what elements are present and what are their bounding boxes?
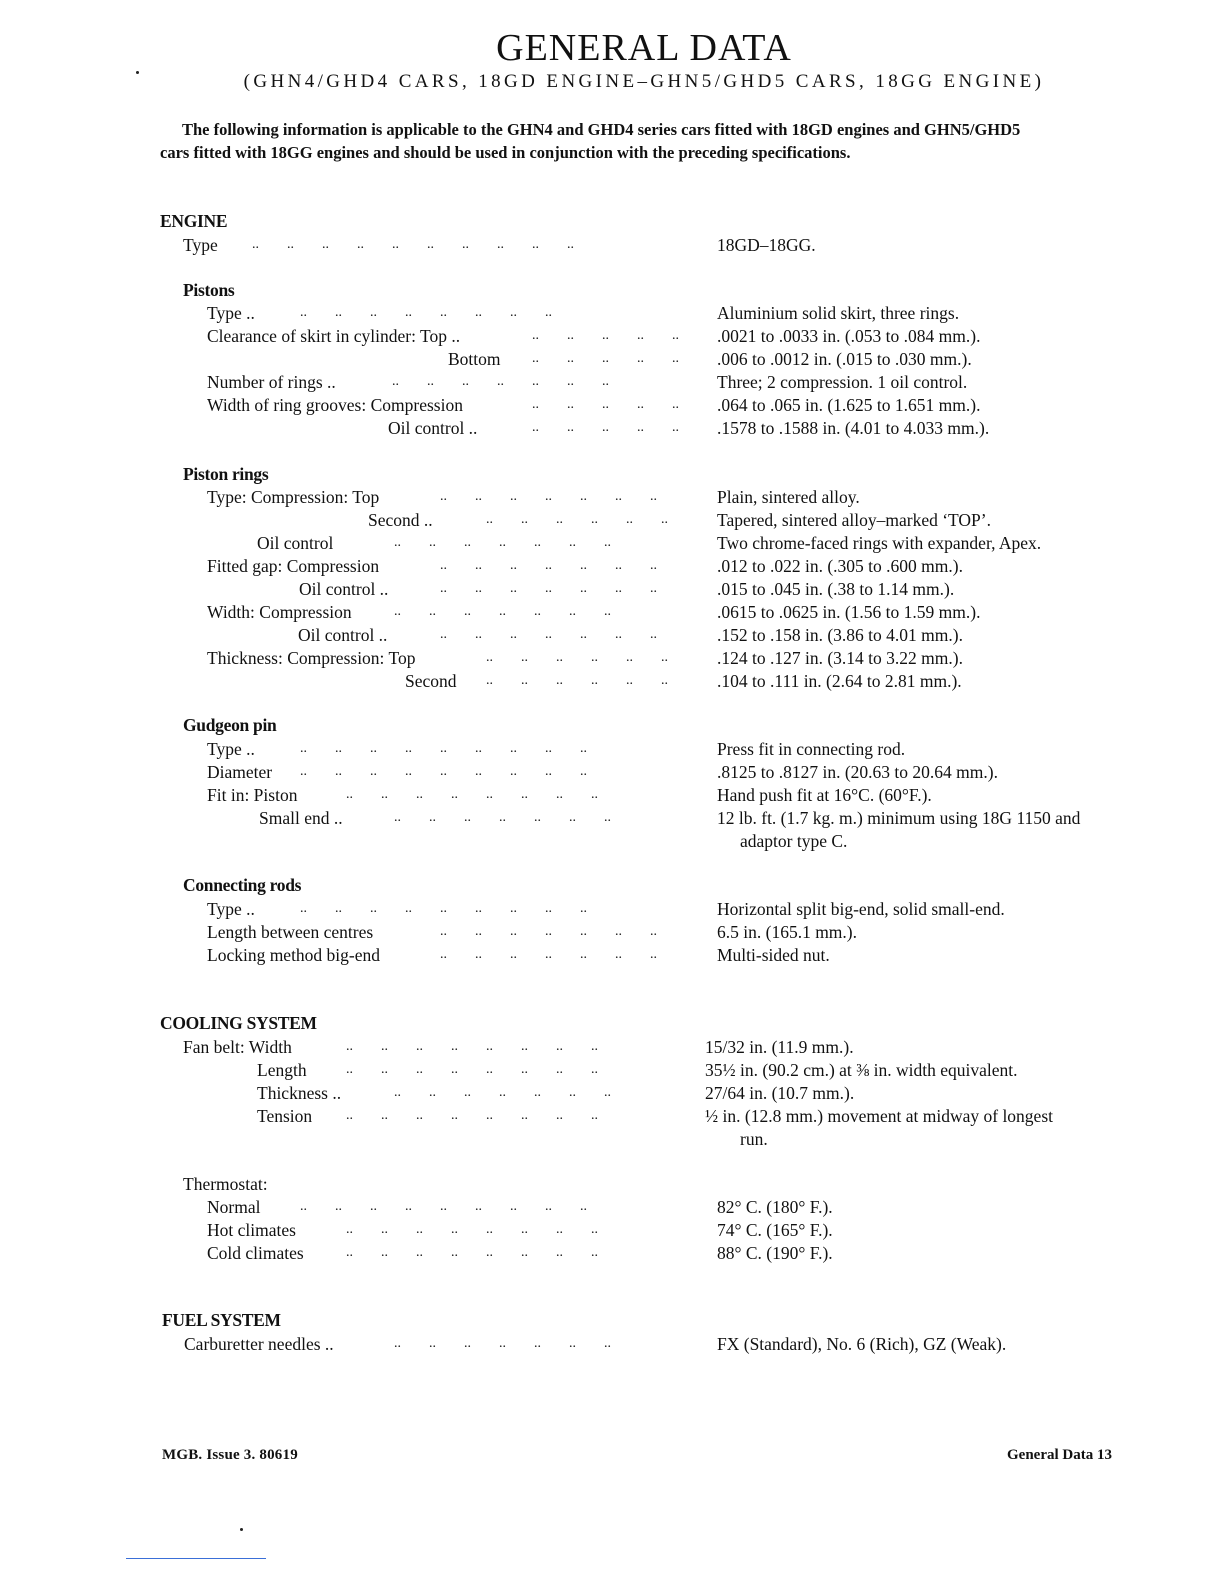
spec-label: Diameter xyxy=(207,762,273,782)
intro-line-2: cars fitted with 18GG engines and should be used in conjunction with the preceding specifications. xyxy=(160,143,851,162)
scan-speck xyxy=(240,1528,243,1531)
leader-dots: .. .. .. .. .. .. .. .. .. xyxy=(300,901,587,916)
spec-value: .0615 to .0625 in. (1.56 to 1.59 mm.). xyxy=(717,602,981,622)
spec-label: Type .. xyxy=(207,739,255,759)
spec-value: .0021 to .0033 in. (.053 to .084 mm.). xyxy=(717,326,981,346)
spec-value: .104 to .111 in. (2.64 to 2.81 mm.). xyxy=(717,671,962,691)
subsection-heading-thermostat: Thermostat: xyxy=(183,1174,268,1194)
spec-label: Length xyxy=(257,1060,307,1080)
leader-dots: .. .. .. .. .. .. .. .. .. xyxy=(300,1199,587,1214)
leader-dots: .. .. .. .. .. .. .. xyxy=(440,489,657,504)
spec-value: .152 to .158 in. (3.86 to 4.01 mm.). xyxy=(717,625,963,645)
spec-label: Width of ring grooves: Compression xyxy=(207,395,463,415)
spec-label: Thickness .. xyxy=(257,1083,342,1103)
spec-value: .015 to .045 in. (.38 to 1.14 mm.). xyxy=(717,579,955,599)
intro-paragraph xyxy=(160,118,1145,164)
leader-dots: .. .. .. .. .. .. .. xyxy=(394,535,611,550)
spec-label: Tension xyxy=(257,1106,313,1126)
spec-value-continuation: adaptor type C. xyxy=(740,831,848,851)
scan-artifact-line xyxy=(126,1558,266,1559)
leader-dots: .. .. .. .. .. .. .. xyxy=(394,810,611,825)
spec-value: Aluminium solid skirt, three rings. xyxy=(717,303,960,323)
spec-value: Press fit in connecting rod. xyxy=(717,739,906,759)
spec-label: Locking method big-end xyxy=(207,945,381,965)
spec-value: .1578 to .1588 in. (4.01 to 4.033 mm.). xyxy=(717,418,990,438)
leader-dots: .. .. .. .. .. xyxy=(532,351,679,366)
section-heading-fuel: FUEL SYSTEM xyxy=(162,1310,281,1330)
spec-label: Second .. xyxy=(368,510,433,530)
spec-label: Fit in: Piston xyxy=(207,785,298,805)
spec-label: Bottom xyxy=(448,349,501,369)
spec-value: 12 lb. ft. (1.7 kg. m.) minimum using 18G 1150 and xyxy=(717,808,1081,828)
spec-value: Tapered, sintered alloy–marked ‘TOP’. xyxy=(717,510,991,530)
spec-value: Three; 2 compression. 1 oil control. xyxy=(717,372,968,392)
spec-value: 35½ in. (90.2 cm.) at ⅜ in. width equivalent. xyxy=(705,1060,1018,1080)
leader-dots: .. .. .. .. .. .. .. .. .. xyxy=(300,741,587,756)
spec-label: Oil control .. xyxy=(299,579,389,599)
section-heading-engine: ENGINE xyxy=(160,211,228,231)
footer-issue: MGB. Issue 3. 80619 xyxy=(162,1447,298,1463)
spec-value: Two chrome-faced rings with expander, Apex. xyxy=(717,533,1042,553)
spec-value: 15/32 in. (11.9 mm.). xyxy=(705,1037,854,1057)
leader-dots: .. .. .. .. .. .. .. .. xyxy=(346,1245,598,1260)
spec-value: Horizontal split big-end, solid small-end. xyxy=(717,899,1005,919)
spec-value: ½ in. (12.8 mm.) movement at midway of longest xyxy=(705,1106,1054,1126)
leader-dots: .. .. .. .. .. .. .. .. xyxy=(346,1222,598,1237)
spec-label: Type xyxy=(183,235,218,255)
leader-dots: .. .. .. .. .. .. .. xyxy=(440,947,657,962)
leader-dots: .. .. .. .. .. .. .. .. xyxy=(346,787,598,802)
page-title: GENERAL DATA xyxy=(496,27,792,69)
leader-dots: .. .. .. .. .. .. .. .. xyxy=(346,1108,598,1123)
spec-label: Fan belt: Width xyxy=(183,1037,292,1057)
spec-label: Small end .. xyxy=(259,808,343,828)
leader-dots: .. .. .. .. .. xyxy=(532,420,679,435)
spec-value: .012 to .022 in. (.305 to .600 mm.). xyxy=(717,556,963,576)
leader-dots: .. .. .. .. .. .. .. xyxy=(440,581,657,596)
spec-label: Clearance of skirt in cylinder: Top .. xyxy=(207,326,461,346)
leader-dots: .. .. .. .. .. .. .. xyxy=(440,627,657,642)
spec-label: Number of rings .. xyxy=(207,372,336,392)
leader-dots: .. .. .. .. .. .. .. .. xyxy=(346,1039,598,1054)
spec-value: 18GD–18GG. xyxy=(717,235,816,255)
leader-dots: .. .. .. .. .. .. .. xyxy=(394,604,611,619)
spec-value: .8125 to .8127 in. (20.63 to 20.64 mm.). xyxy=(717,762,998,782)
leader-dots: .. .. .. .. .. xyxy=(532,328,679,343)
spec-label: Length between centres xyxy=(207,922,374,942)
spec-label: Second xyxy=(405,671,457,691)
spec-label: Oil control .. xyxy=(388,418,478,438)
intro-line-1: The following information is applicable to the GHN4 and GHD4 series cars fitted with 18GD engines and GHN5/GHD5 xyxy=(182,120,1021,139)
spec-value: .064 to .065 in. (1.625 to 1.651 mm.). xyxy=(717,395,981,415)
spec-value: 27/64 in. (10.7 mm.). xyxy=(705,1083,855,1103)
leader-dots: .. .. .. .. .. .. .. xyxy=(392,374,609,389)
section-heading-cooling: COOLING SYSTEM xyxy=(160,1013,317,1033)
spec-label: Oil control .. xyxy=(298,625,388,645)
spec-value: Hand push fit at 16°C. (60°F.). xyxy=(717,785,932,805)
spec-value: .124 to .127 in. (3.14 to 3.22 mm.). xyxy=(717,648,963,668)
leader-dots: .. .. .. .. .. .. xyxy=(486,512,668,527)
leader-dots: .. .. .. .. .. .. .. .. .. .. xyxy=(252,237,574,252)
leader-dots: .. .. .. .. .. .. .. xyxy=(440,558,657,573)
spec-value: 74° C. (165° F.). xyxy=(717,1220,833,1240)
leader-dots: .. .. .. .. .. xyxy=(532,397,679,412)
leader-dots: .. .. .. .. .. .. .. xyxy=(440,924,657,939)
page-subtitle: (GHN4/GHD4 CARS, 18GD ENGINE–GHN5/GHD5 CARS, 18GG ENGINE) xyxy=(243,71,1045,92)
leader-dots: .. .. .. .. .. .. .. .. xyxy=(300,305,552,320)
spec-value-continuation: run. xyxy=(740,1129,768,1149)
spec-label: Thickness: Compression: Top xyxy=(207,648,416,668)
leader-dots: .. .. .. .. .. .. xyxy=(486,673,668,688)
spec-label: Normal xyxy=(207,1197,261,1217)
spec-label: Type .. xyxy=(207,303,255,323)
footer-page-number: General Data 13 xyxy=(1007,1447,1112,1463)
spec-value: Multi-sided nut. xyxy=(717,945,830,965)
spec-label: Fitted gap: Compression xyxy=(207,556,380,576)
spec-label: Carburetter needles .. xyxy=(184,1334,334,1354)
spec-label: Width: Compression xyxy=(207,602,352,622)
spec-value: Plain, sintered alloy. xyxy=(717,487,860,507)
spec-value: 82° C. (180° F.). xyxy=(717,1197,833,1217)
leader-dots: .. .. .. .. .. .. .. xyxy=(394,1336,611,1351)
leader-dots: .. .. .. .. .. .. .. .. .. xyxy=(300,764,587,779)
leader-dots: .. .. .. .. .. .. .. .. xyxy=(346,1062,598,1077)
spec-label: Type: Compression: Top xyxy=(207,487,380,507)
spec-value: .006 to .0012 in. (.015 to .030 mm.). xyxy=(717,349,972,369)
leader-dots: .. .. .. .. .. .. xyxy=(486,650,668,665)
spec-value: 6.5 in. (165.1 mm.). xyxy=(717,922,857,942)
subsection-heading-pistons: Pistons xyxy=(183,280,235,300)
subsection-heading-piston-rings: Piston rings xyxy=(183,464,269,484)
subsection-heading-gudgeon-pin: Gudgeon pin xyxy=(183,715,277,735)
scan-speck xyxy=(136,71,139,74)
spec-label: Oil control xyxy=(257,533,334,553)
spec-label: Hot climates xyxy=(207,1220,296,1240)
spec-label: Type .. xyxy=(207,899,255,919)
spec-label: Cold climates xyxy=(207,1243,304,1263)
leader-dots: .. .. .. .. .. .. .. xyxy=(394,1085,611,1100)
spec-value: 88° C. (190° F.). xyxy=(717,1243,833,1263)
spec-value: FX (Standard), No. 6 (Rich), GZ (Weak). xyxy=(717,1334,1007,1354)
subsection-heading-connecting-rods: Connecting rods xyxy=(183,875,302,895)
